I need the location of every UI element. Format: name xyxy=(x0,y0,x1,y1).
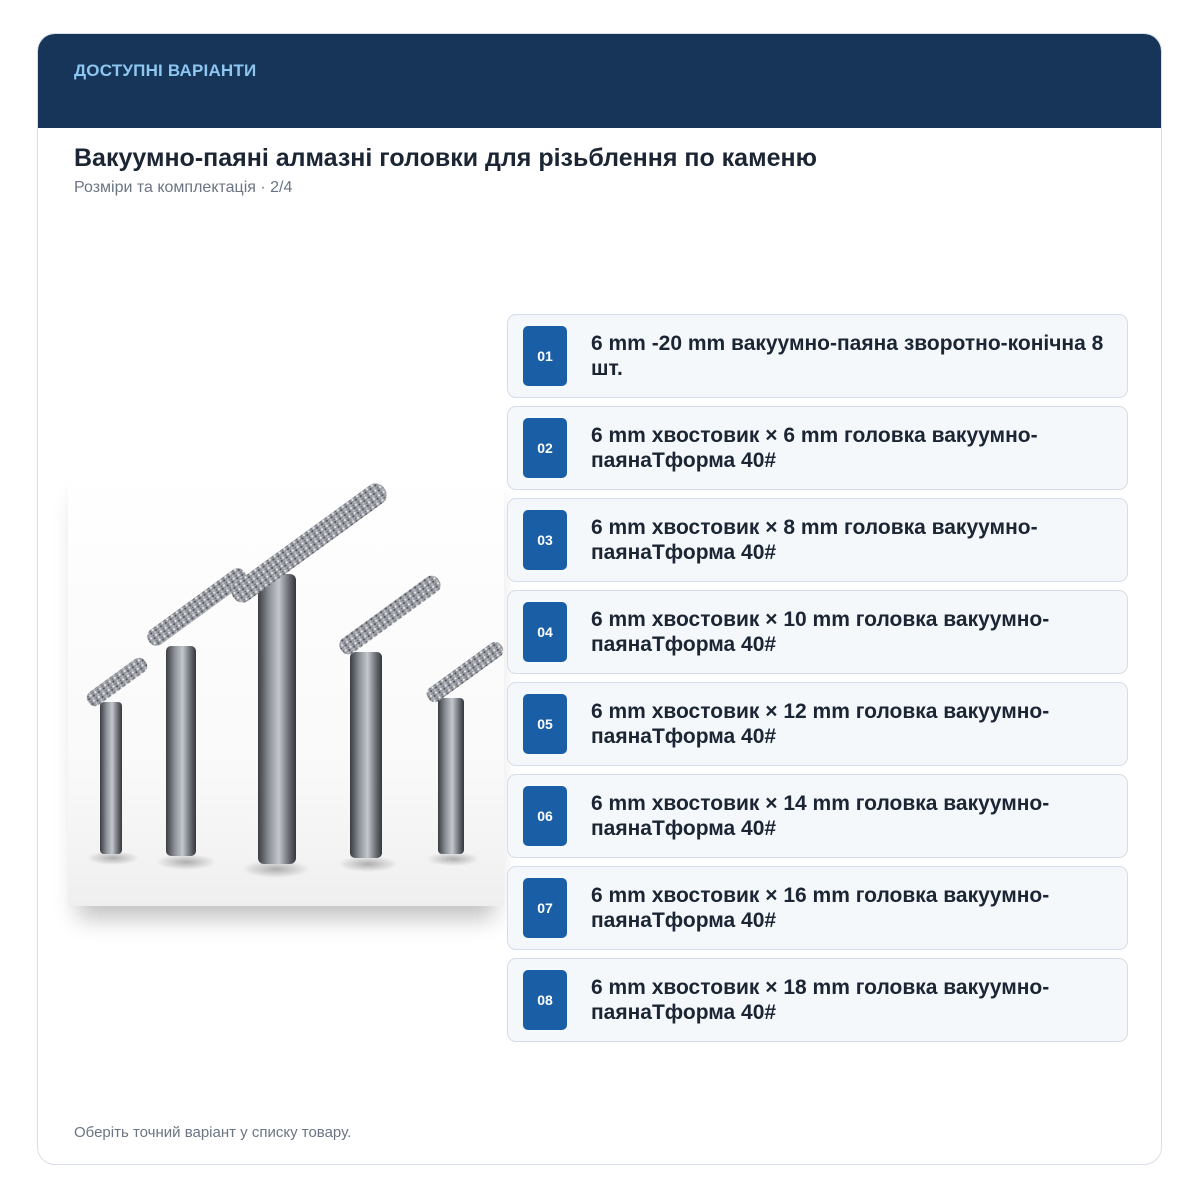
variant-label: 6 mm хвостовик × 10 mm головка вакуумно-паянаТформа 40# xyxy=(591,608,1050,656)
variant-label: 6 mm хвостовик × 12 mm головка вакуумно-паянаТформа 40# xyxy=(591,700,1050,748)
variant-item-01[interactable] xyxy=(507,314,1128,398)
diamond-bur-set-photo-icon xyxy=(68,466,504,906)
variant-label: 6 mm хвостовик × 6 mm головка вакуумно-паянаТформа 40# xyxy=(591,424,1038,472)
variant-number-badge: 08 xyxy=(523,970,567,1030)
variant-label: 6 mm хвостовик × 16 mm головка вакуумно-паянаТформа 40# xyxy=(591,884,1050,932)
variant-item-08[interactable] xyxy=(507,958,1128,1042)
footer-note: Оберіть точний варіант у списку товару. xyxy=(74,1124,352,1141)
variant-list xyxy=(507,314,1128,1050)
variant-number-badge: 06 xyxy=(523,786,567,846)
variant-number-badge: 01 xyxy=(523,326,567,386)
variant-item-07[interactable] xyxy=(507,866,1128,950)
variant-label: 6 mm хвостовик × 8 mm головка вакуумно-паянаТформа 40# xyxy=(591,516,1038,564)
variant-item-05[interactable] xyxy=(507,682,1128,766)
card-header xyxy=(38,34,1161,128)
variant-item-02[interactable] xyxy=(507,406,1128,490)
variant-item-06[interactable] xyxy=(507,774,1128,858)
variant-number-badge: 04 xyxy=(523,602,567,662)
variant-label: 6 mm хвостовик × 18 mm головка вакуумно-паянаТформа 40# xyxy=(591,976,1050,1024)
variant-number-badge: 02 xyxy=(523,418,567,478)
variant-number-badge: 05 xyxy=(523,694,567,754)
header-label: ДОСТУПНІ ВАРІАНТИ xyxy=(74,61,257,80)
variant-label: 6 mm хвостовик × 14 mm головка вакуумно-паянаТформа 40# xyxy=(591,792,1050,840)
variant-label: 6 mm -20 mm вакуумно-паяна зворотно-конічна 8 шт. xyxy=(591,332,1104,380)
variant-item-04[interactable] xyxy=(507,590,1128,674)
variant-number-badge: 07 xyxy=(523,878,567,938)
page-title: Вакуумно-паяні алмазні головки для різьблення по каменю xyxy=(74,144,817,172)
variant-item-03[interactable] xyxy=(507,498,1128,582)
page-subtitle: Розміри та комплектація · 2/4 xyxy=(74,179,293,196)
variants-card xyxy=(37,33,1162,1165)
product-photo xyxy=(68,466,504,906)
variant-number-badge: 03 xyxy=(523,510,567,570)
